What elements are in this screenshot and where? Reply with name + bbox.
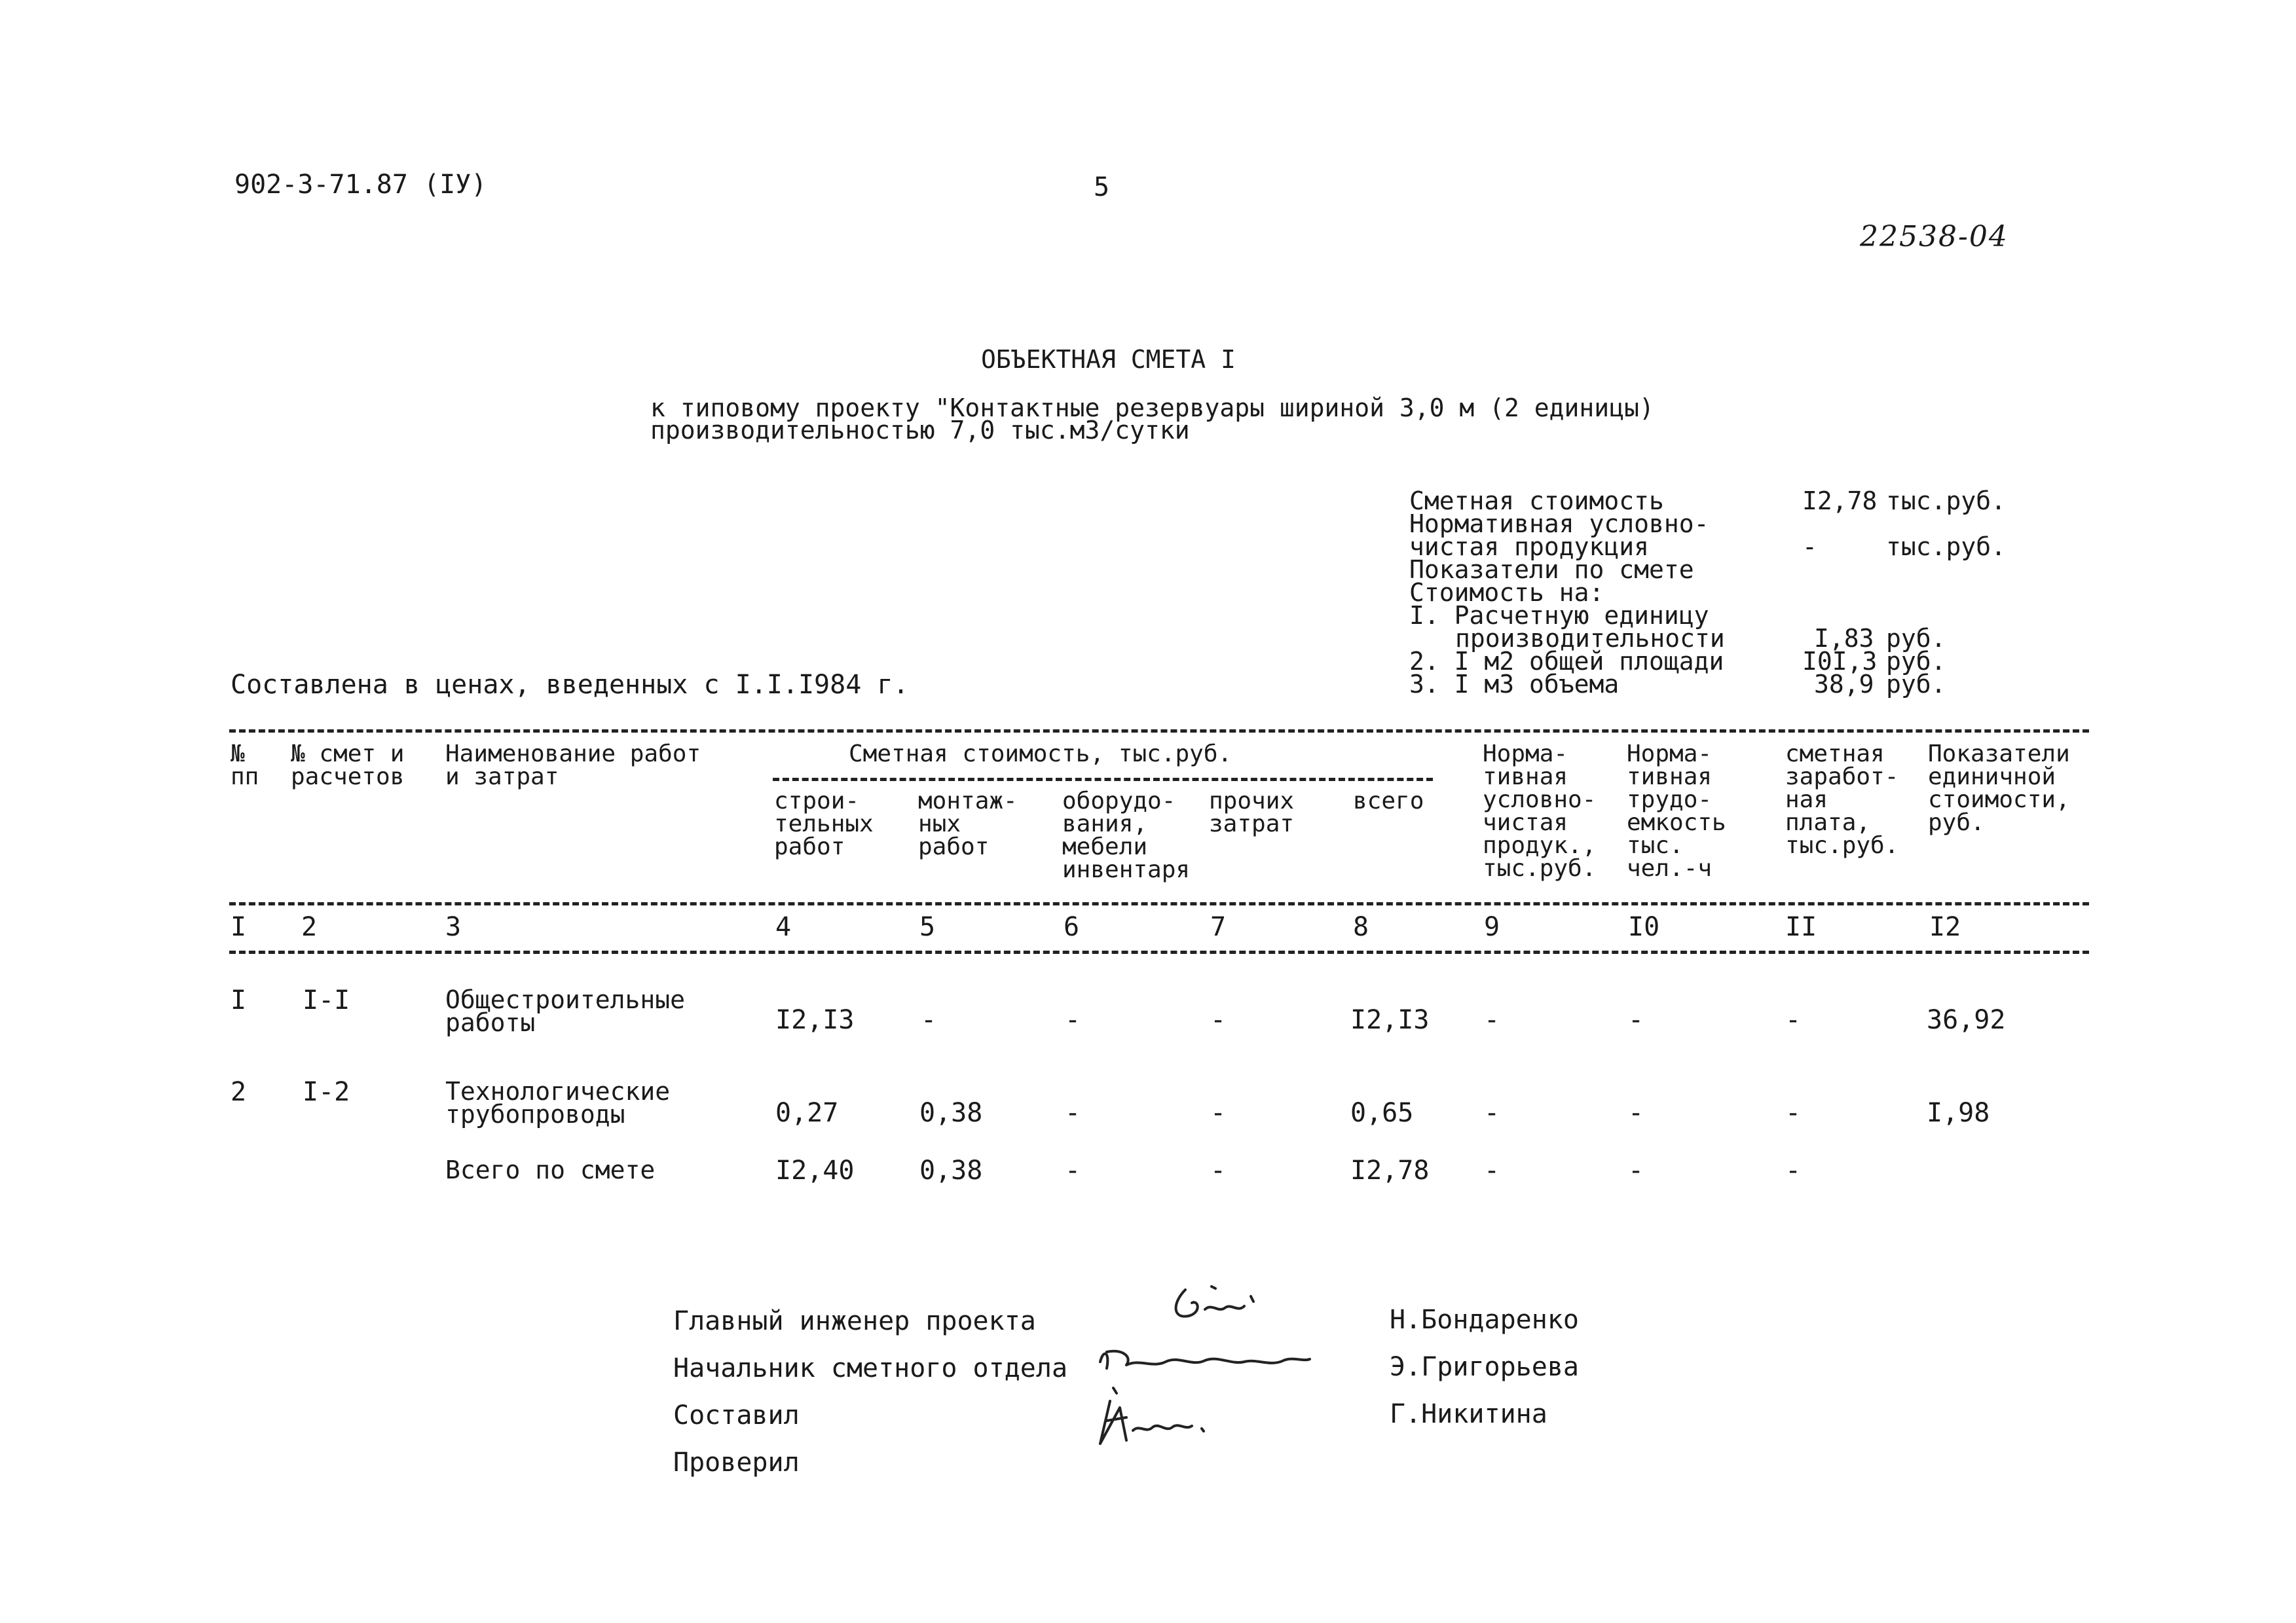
- row-estimate-number: I-I: [303, 985, 350, 1015]
- total-row-label: Всего по смете: [445, 1156, 656, 1184]
- column-number: 8: [1353, 912, 1369, 942]
- handwritten-signature: [1087, 1381, 1231, 1453]
- row-work-name-2: трубопроводы: [445, 1100, 625, 1129]
- column-number: II: [1785, 912, 1817, 942]
- row-other: -: [1210, 1005, 1227, 1035]
- handwritten-signature: [1094, 1342, 1316, 1381]
- total-normative-product: -: [1484, 1156, 1500, 1186]
- indicators-label: Показатели по смете: [1409, 555, 1694, 584]
- document-code: 902-3-71.87 (IУ): [234, 170, 487, 200]
- per-unit-unit: руб.: [1886, 624, 1946, 653]
- per-unit-label-2: производительности: [1455, 624, 1725, 653]
- row-labor: -: [1628, 1098, 1644, 1128]
- header-wages: сметная заработ- ная плата, тыс.руб.: [1785, 740, 1899, 859]
- row-wages: -: [1785, 1005, 1802, 1035]
- per-area-label: 2. I м2 общей площади: [1409, 647, 1724, 676]
- signer-role-chief-engineer: Главный инженер проекта: [673, 1306, 1036, 1336]
- signer-name-estimate-head: Э.Григорьева: [1390, 1352, 1579, 1382]
- signer-name-compiled-by: Г.Никитина: [1390, 1399, 1547, 1429]
- row-unit-cost: I,98: [1927, 1098, 1990, 1128]
- normative-product-unit: тыс.руб.: [1886, 532, 2007, 561]
- prices-note: Составлена в ценах, введенных с I.I.I984 г.: [231, 670, 909, 700]
- row-construction: 0,27: [775, 1098, 839, 1128]
- estimated-cost-unit: тыс.руб.: [1886, 486, 2007, 515]
- column-number: I: [231, 912, 247, 942]
- document-title: ОБЪЕКТНАЯ СМЕТА I: [981, 345, 1236, 374]
- row-work-name-2: работы: [445, 1008, 536, 1037]
- project-title-line1: к типовому проекту "Контактные резервуары шириной 3,0 м (2 единицы): [650, 393, 1654, 422]
- header-installation: монтаж- ных работ: [918, 788, 1018, 860]
- column-number: I0: [1628, 912, 1660, 942]
- column-number: 4: [775, 912, 792, 942]
- per-area-value: I0I,3: [1802, 647, 1878, 676]
- per-volume-value: 38,9: [1814, 670, 1874, 699]
- total-construction: I2,40: [775, 1156, 855, 1186]
- normative-product-label: Нормативная условно-: [1409, 509, 1709, 538]
- header-bottom-rule: [229, 902, 2089, 905]
- estimated-cost-label: Сметная стоимость: [1409, 486, 1664, 515]
- row-installation: -: [921, 1005, 937, 1035]
- row-unit-cost: 36,92: [1927, 1005, 2006, 1035]
- signer-role-compiled-by: Составил: [673, 1400, 800, 1431]
- signer-role-estimate-head: Начальник сметного отдела: [673, 1353, 1068, 1383]
- row-construction: I2,I3: [775, 1005, 855, 1035]
- signer-name-chief-engineer: Н.Бондаренко: [1390, 1305, 1579, 1335]
- handwritten-signature: [1166, 1283, 1270, 1329]
- header-construction: строи- тельных работ: [774, 788, 874, 860]
- total-wages: -: [1785, 1156, 1802, 1186]
- column-number: 7: [1210, 912, 1227, 942]
- per-unit-label: I. Расчетную единицу: [1409, 601, 1709, 630]
- column-number: 2: [301, 912, 318, 942]
- total-total: I2,78: [1350, 1156, 1430, 1186]
- total-other: -: [1210, 1156, 1227, 1186]
- header-work-name: Наименование работ и затрат: [445, 740, 701, 790]
- signer-role-checked-by: Проверил: [673, 1448, 800, 1478]
- row-normative-product: -: [1484, 1005, 1500, 1035]
- row-normative-product: -: [1484, 1098, 1500, 1128]
- total-labor: -: [1628, 1156, 1644, 1186]
- cost-per-label: Стоимость на:: [1409, 578, 1604, 607]
- column-number: I2: [1929, 912, 1961, 942]
- row-work-name: Общестроительные: [445, 985, 686, 1014]
- per-volume-label: 3. I м3 объема: [1409, 670, 1620, 699]
- header-row-number: № пп: [231, 740, 259, 790]
- project-title-line2: производительностью 7,0 тыс.м3/сутки: [650, 416, 1190, 445]
- column-number: 3: [445, 912, 462, 942]
- per-volume-unit: руб.: [1886, 670, 1946, 699]
- row-equipment: -: [1065, 1005, 1081, 1035]
- row-wages: -: [1785, 1098, 1802, 1128]
- cost-group-rule: [773, 778, 1433, 781]
- header-equipment: оборудо- вания, мебели инвентаря: [1062, 788, 1191, 883]
- column-number: 5: [919, 912, 936, 942]
- normative-product-label-2: чистая продукция: [1409, 532, 1650, 561]
- page-number: 5: [1094, 172, 1110, 202]
- row-installation: 0,38: [919, 1098, 983, 1128]
- row-estimate-number: I-2: [303, 1077, 350, 1107]
- normative-product-value: -: [1802, 532, 1817, 561]
- total-equipment: -: [1065, 1156, 1081, 1186]
- header-total: всего: [1353, 788, 1424, 814]
- header-labor-intensity: Норма- тивная трудо- емкость тыс. чел.-ч: [1627, 740, 1726, 882]
- total-installation: 0,38: [919, 1156, 983, 1186]
- row-labor: -: [1628, 1005, 1644, 1035]
- header-cost-group: Сметная стоимость, тыс.руб.: [849, 740, 1232, 767]
- archive-number: 22538-04: [1860, 220, 2009, 253]
- header-unit-cost: Показатели единичной стоимости, руб.: [1928, 740, 2070, 836]
- header-normative-product: Норма- тивная условно- чистая продук., тыс.руб.: [1483, 740, 1597, 882]
- header-estimate-number: № смет и расчетов: [291, 740, 405, 790]
- estimated-cost-value: I2,78: [1802, 486, 1878, 515]
- row-total: I2,I3: [1350, 1005, 1430, 1035]
- column-number: 9: [1484, 912, 1500, 942]
- table-top-rule: [229, 729, 2089, 733]
- row-total: 0,65: [1350, 1098, 1414, 1128]
- row-number: I: [231, 985, 247, 1015]
- row-work-name: Технологические: [445, 1077, 671, 1106]
- header-other: прочих затрат: [1209, 788, 1295, 837]
- row-number: 2: [231, 1077, 247, 1107]
- per-unit-value: I,83: [1814, 624, 1874, 653]
- column-number: 6: [1064, 912, 1080, 942]
- per-area-unit: руб.: [1886, 647, 1946, 676]
- column-number-rule: [229, 951, 2089, 954]
- row-other: -: [1210, 1098, 1227, 1128]
- row-equipment: -: [1065, 1098, 1081, 1128]
